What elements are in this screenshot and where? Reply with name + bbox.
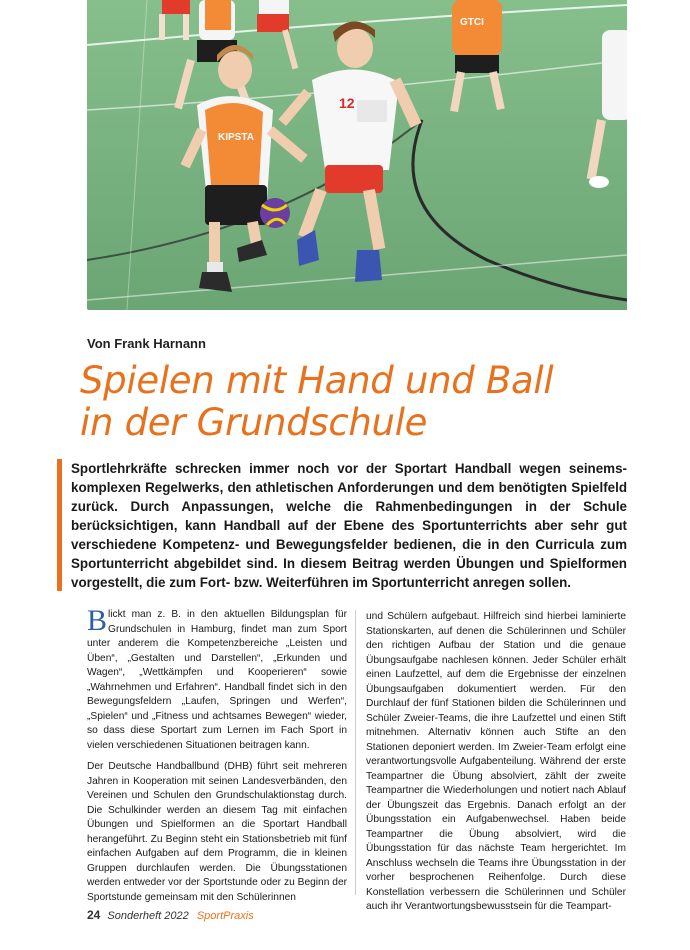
- body-paragraph-2: Der Deutsche Handballbund (DHB) führt seit mehreren Jahren in Kooperation mit seinen Landesverbänden, den Vereinen und Schulen den Grundschulaktionstag durch. Die Schulkinder werden an diesem Tag mit einfachen Übungen und Spielformen an die Sportart Handball herangeführt. Zu Beginn steht ein Stationsbetrieb mit fünf einfachen Aufgaben auf dem Programm, die in kleinen Gruppen durchlaufen werden. Die Übungsstationen werden entweder vor der Sportstunde oder zu Beginn der Sportstunde gemeinsam mit den Schülerinnen: [87, 761, 347, 903]
- body-paragraph-1-text: lickt man z. B. in den aktuellen Bildungsplan für Grundschulen in Hamburg, findet man zum Sport unter anderem die Kompetenzbereiche „Leisten und Üben“, „Gestalten und Darstellen“, „Erkunden und Wagen“, „Wettkämpfen und Kooperieren“ sowie „Wahrnehmen und Erfahren“. Handball findet sich in den Bewegungsfeldern „Laufen, Springen und Werfen“, „Spielen“ und „Fitness und achtsames Bewegen“ wieder, so dass diese Sportart zum Lernen im Fach Sport in vielen verschiedenen Situationen beitragen kann.: [87, 609, 347, 751]
- byline: Von Frank Harnann: [87, 336, 206, 351]
- headline-line-1: Spielen mit Hand und Ball: [80, 359, 554, 402]
- hero-photo: [87, 0, 627, 310]
- drop-cap: B: [87, 604, 108, 637]
- handball: [260, 198, 290, 228]
- body-paragraph-1: [87, 604, 347, 753]
- body-column-right: [366, 610, 626, 922]
- body-paragraph-3: und Schülern aufgebaut. Hilfreich sind hierbei laminierte Stationskarten, auf denen die Schülerinnen und Schüler den richtigen Aufbau der Station und die genaue Übungsaufgabe nachlesen können. Jeder Schüler erhält einen Laufzettel, auf dem die Ergebnisse der einzelnen Übungsaufgaben dokumentiert werden. Für den Durchlauf der fünf Stationen bilden die Schülerinnen und Schüler Zweier-Teams, die ihre Laufzettel und einen Stift mitnehmen. Alternativ können auch Stifte an den Stationen deponiert werden. Im Zweier-Team erfolgt eine verantwortungsvolle Aufgabenteilung. Während der erste Teampartner die Übung absolviert, zählt der zweite Teampartner die Wiederholungen und notiert nach Ablauf der Übungszeit das Ergebnis. Danach erfolgt an der Übungsstation ein Aufgabenwechsel. Haben beide Teampartner die Übung absolviert, wird die Übungsstation für das nächste Team hergerichtet. Im Anschluss wechseln die Teams ihre Übungsstation in der vorher besprochenen Reihenfolge. Durch diese Konstellation verbessern die Schülerinnen und Schüler auch ihr Verantwortungsbewusstsein für die Teampart-: [366, 611, 626, 912]
- page-number: 24: [87, 908, 101, 922]
- footer-issue: Sonderheft 2022: [107, 910, 189, 922]
- jersey-number: 12: [339, 95, 355, 111]
- footer-magazine: SportPraxis: [196, 910, 254, 922]
- headline: [80, 360, 553, 444]
- column-divider: [355, 610, 356, 895]
- lead-paragraph: Sportlehrkräfte schrecken immer noch vor der Sportart Handball wegen seinems-komplexen Regelwerks, den athletischen Anforderungen und dem benötigten Spielfeld zurück. Durch Anpassungen, welche die Rahmenbedingungen in der Schule berücksichtigen, kann Handball auf der Ebene des Sportunterrichts aber sehr gut verschiedene Kompetenz- und Bewegungsfelder bedienen, die in den Curricula zum Sportunterricht abgebildet sind. In diesem Beitrag werden Übungen und Spielformen vorgestellt, die zum Fort- bzw. Weiterführen im Sportunterricht anregen sollen.: [71, 461, 627, 590]
- headline-line-2: in der Grundschule: [80, 401, 428, 444]
- jersey-left-text: KIPSTA: [218, 132, 254, 143]
- jersey-bg-text: GTCI: [460, 17, 484, 28]
- lead-accent-bar: [57, 459, 62, 591]
- page-footer: [87, 908, 254, 922]
- body-column-left: [87, 604, 347, 912]
